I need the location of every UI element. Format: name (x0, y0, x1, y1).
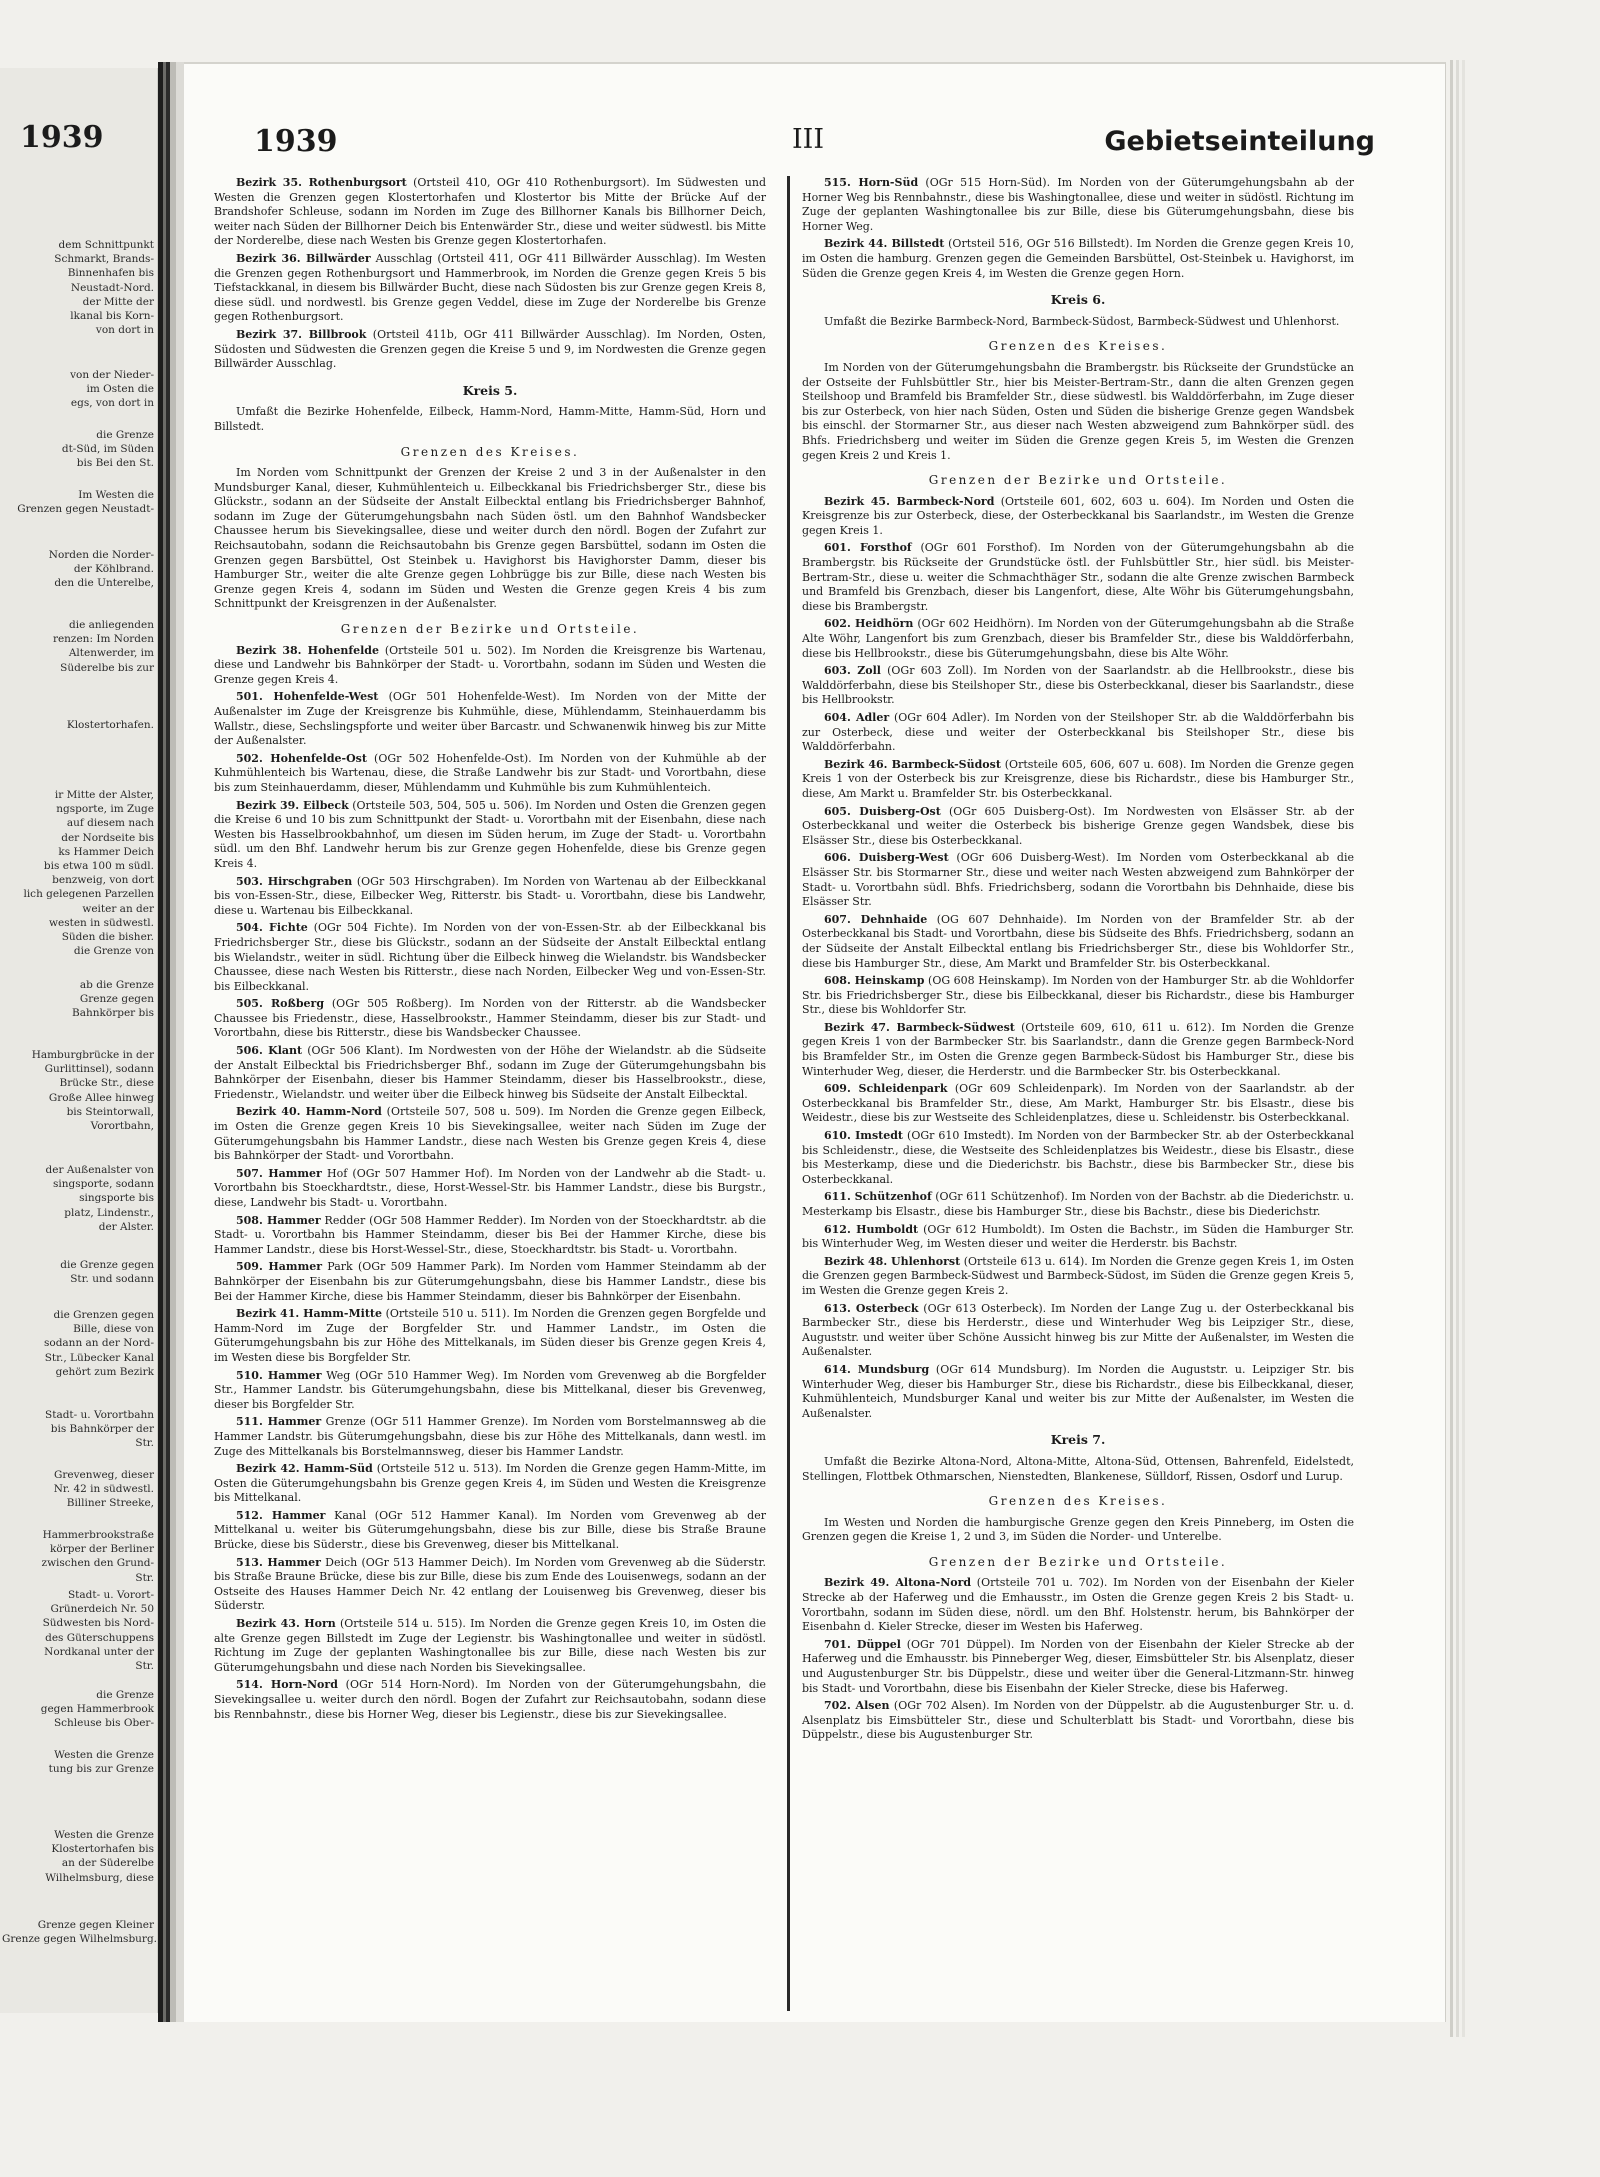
paragraph: 506. Klant (OGr 506 Klant). Im Nordwesten von der Höhe der Wielandstr. ab die Südseite der Anstalt Eilbecktal bis Friedrichsberger Bhf., sodann im Zuge der Güterumgehungsbahn bis Bahnkörper der Eisenbahn, dieser bis Hammer Steindamm, dieser bis Hasselbrookstr., diese, Friedenstr., Wielandstr. und weiter über die Eilbeck hinweg bis Südseite der Anstalt Eilbecktal. (214, 1044, 766, 1101)
entry-name: 502. Hohenfelde-Ost (236, 751, 367, 765)
paragraph: Bezirk 45. Barmbeck-Nord (Ortsteile 601, 602, 603 u. 604). Im Norden und Osten die Kreisgrenze bis zur Osterbeck, diese, der Osterbeckkanal bis Saarlandstr., im Westen die Grenze gegen Kreis 1. (802, 494, 1354, 537)
entry-name: Bezirk 43. Horn (236, 1617, 336, 1631)
paragraph: 607. Dehnhaide (OG 607 Dehnhaide). Im Norden von der Bramfelder Str. ab der Osterbeckkanal bis Stadt- und Vorortbahn, diese bis Südseite des Bhfs. Friedrichsberg, sodann an der Südseite der Anstalt Eilbecktal entlang bis Friedrichsberger Str., diese bis Wohldorfer Str., diese bis Hamburger Str., diese, Am Markt und Bramfelder Str. bis Osterbeckkanal. (802, 912, 1354, 970)
entry-name: 609. Schleidenpark (824, 1082, 948, 1096)
entry-name: 611. Schützenhof (824, 1190, 932, 1204)
section-heading: Kreis 7. (1050, 1432, 1106, 1448)
paragraph: Bezirk 38. Hohenfelde (Ortsteile 501 u. 502). Im Norden die Kreisgrenze bis Wartenau, diese und Landwehr bis Bahnkörper der Stadt- u. Vorortbahn, sodann im Süden und Westen die Grenze gegen Kreis 4. (214, 643, 766, 686)
entry-name: 605. Duisberg-Ost (824, 804, 941, 818)
paragraph: 610. Imstedt (OGr 610 Imstedt). Im Norden von der Barmbecker Str. ab der Osterbeckkanal bis Schleidenstr., diese, die Westseite des Schleidenplatzes bis Weidestr., diese bis Elsastr., diese bis Mesterkamp, diese und die Diederichstr. bis Bachstr., diese bis Barmbecker Str., diese bis Osterbeckkanal. (802, 1129, 1355, 1186)
entry-name: Bezirk 35. Rothenburgsort (236, 176, 407, 189)
paragraph: 702. Alsen (OGr 702 Alsen). Im Norden von der Düppelstr. ab die Augustenburger Str. u. d. Alsenplatz bis Eimsbütteler Str., diese und Schulterblatt bis Stadt- und Vorortbahn, diese bis Düppelstr., diese bis Augustenburger Str. (802, 1699, 1354, 1742)
paragraph: Umfaßt die Bezirke Barmbeck-Nord, Barmbeck-Südost, Barmbeck-Südwest und Uhlenhorst. (824, 314, 1340, 328)
entry-name: 511. Hammer (236, 1415, 322, 1429)
left-page-fragment: die Grenze gegen Str. und sodann (60, 1259, 154, 1286)
entry-name: Bezirk 41. Hamm-Mitte (236, 1307, 382, 1321)
page-year: 1939 (254, 124, 338, 159)
entry-name: Bezirk 38. Hohenfelde (236, 643, 379, 657)
left-page-fragment: Stadt- u. Vorortbahn bis Bahnkörper der Str. (45, 1409, 154, 1450)
paragraph: 501. Hohenfelde-West (OGr 501 Hohenfelde-West). Im Norden von der Mitte der Außenalster im Zuge der Kreisgrenze bis Kuhmühle, diese, Mühlendamm, Steinhauerdamm bis Wallstr., diese, Sechslingspforte und weiter über Barcastr. und Schwanenwik hinweg bis zur Mitte der Außenalster. (214, 690, 766, 748)
entry-name: 606. Duisberg-West (824, 851, 949, 865)
paragraph: 509. Hammer Park (OGr 509 Hammer Park). Im Norden vom Hammer Steindamm ab der Bahnkörper der Eisenbahn bis zur Güterumgehungsbahn, diese bis Hammer Landstr., diese bis Bei der Hammer Kirche, diese bis Hammer Steindamm, dieser bis Bahnkörper der Eisenbahn. (214, 1260, 766, 1303)
paragraph: 511. Hammer Grenze (OGr 511 Hammer Grenze). Im Norden vom Borstelmannsweg ab die Hammer Landstr. bis Güterumgehungsbahn, diese bis zur Höhe des Mittelkanals, dann westl. im Zuge des Mittelkanals bis Borstelmannsweg, dieser bis Hammer Landstr. (214, 1415, 766, 1458)
left-page-fragment: Westen die Grenze tung bis zur Grenze (48, 1749, 154, 1776)
paragraph: Bezirk 39. Eilbeck (Ortsteile 503, 504, 505 u. 506). Im Norden und Osten die Grenzen gegen die Kreise 6 und 10 bis zum Schnittpunkt der Stadt- u. Vorortbahn mit der Eisenbahn, diese nach Westen bis Hasselbrookbahnhof, um diesen im Süden herum, im Zuge der Stadt- u. Vorortbahn südl. um den Bhf. Landwehr herum bis zur Grenze gegen Hohenfelde, diese bis Grenze gegen Kreis 4. (214, 798, 766, 870)
paragraph: 508. Hammer Redder (OGr 508 Hammer Redder). Im Norden von der Stoeckhardtstr. ab die Stadt- u. Vorortbahn bis Hammer Steindamm, dieser bis Bei der Hammer Kirche, diese bis Hammer Landstr., diese bis Horst-Wessel-Str., diese, Stoeckhardtstr. bis Stadt- u. Vorortbahn. (214, 1213, 767, 1256)
entry-name: 603. Zoll (824, 664, 881, 678)
paragraph: Im Norden von der Güterumgehungsbahn die Brambergstr. bis Rückseite der Grundstücke an der Ostseite der Fuhlsbüttler Str., hier bis Meister-Bertram-Str., dann die alten Grenzen gegen Steilshoop und Bramfeld bis Bramfelder Str., diese südwestl. bis Walddörferbahn, im Zuge dieser bis zur Osterbeck, von hier nach Süden, Osten und Süden die bisherige Grenze gegen Wandsbek bis einschl. der Stormarner Str., aus dieser nach Westen abzweigend zum Bahnkörper südl. des Bhfs. Friedrichsberg und weiter im Süden die Grenze gegen Kreis 5, im Westen die Grenzen gegen Kreis 2 und Kreis 1. (802, 360, 1354, 462)
paragraph: Bezirk 36. Billwärder Ausschlag (Ortsteil 411, OGr 411 Billwärder Ausschlag). Im Westen die Grenzen gegen Rothenburgsort und Hammerbrook, im Norden die Grenze gegen Kreis 5 bis Tiefstackkanal, in diesem bis Billwärder Bucht, diese nach Südosten bis zur Grenze gegen Kreis 8, diese südl. und nordwestl. bis Grenze gegen Veddel, diese im Zuge der Norderelbe bis Grenze gegen Rothenburgsort. (214, 251, 766, 324)
paragraph: Bezirk 47. Barmbeck-Südwest (Ortsteile 609, 610, 611 u. 612). Im Norden die Grenze gegen Kreis 1 von der Barmbecker Str. bis Saarlandstr., dann die Grenze gegen Barmbeck-Nord bis Bramfelder Str., im Osten die Grenze gegen Barmbeck-Südost bis Hamburger Str., diese bis Winterhuder Weg, dieser, die Herderstr. und die Barmbecker Str. bis Osterbeckkanal. (802, 1020, 1354, 1078)
paragraph: Bezirk 48. Uhlenhorst (Ortsteile 613 u. 614). Im Norden die Grenze gegen Kreis 1, im Osten die Grenzen gegen Barmbeck-Südwest und Barmbeck-Südost, im Süden die Grenze gegen Kreis 5, im Westen die Grenze gegen Kreis 2. (802, 1254, 1354, 1297)
paragraph: Bezirk 35. Rothenburgsort (Ortsteil 410, OGr 410 Rothenburgsort). Im Südwesten und Westen die Grenzen gegen Klostertorhafen und Klostertor bis Mitte der Brücke Auf der Brandshofer Schleuse, sodann im Norden im Zuge des Billhorner Kanals bis Billhorner Deich, weiter nach Süden der Billhorner Deich bis Entenwärder Str., diese und weiter südwestl. bis Mitte der Norderelbe, diese nach Westen bis Grenze gegen Klostertorhafen. (214, 176, 766, 248)
subsection-heading: Grenzen der Bezirke und Ortsteile. (928, 473, 1228, 488)
subsection-heading: Grenzen des Kreises. (988, 339, 1168, 354)
entry-name: Bezirk 47. Barmbeck-Südwest (824, 1020, 1015, 1034)
entry-name: 505. Roßberg (236, 997, 325, 1011)
entry-name: Bezirk 48. Uhlenhorst (824, 1254, 961, 1268)
paragraph: 601. Forsthof (OGr 601 Forsthof). Im Norden von der Güterumgehungsbahn ab die Brambergstr. bis Rückseite der Grundstücke östl. der Fuhlsbüttler Str., hier südl. bis Meister-Bertram-Str., diese u. weiter die Schmachthäger Str., sodann die alte Grenze zwischen Barmbeck und Bramfeld bis Grenzbach, dieser bis Langenfort, diese, Alte Wöhr bis Güterumgehungsbahn, diese bis Brambergstr. (802, 541, 1354, 613)
left-page-fragment: die Grenze gegen Hammerbrook Schleuse bis Ober- (40, 1689, 154, 1730)
entry-name: 515. Horn-Süd (824, 176, 919, 189)
entry-name: Bezirk 46. Barmbeck-Südost (824, 757, 1001, 771)
page-number: III (792, 124, 824, 155)
paragraph: Bezirk 40. Hamm-Nord (Ortsteile 507, 508 u. 509). Im Norden die Grenze gegen Eilbeck, im Osten die Grenze gegen Kreis 10 bis Sievekingsallee, weiter nach Süden im Zuge der Güterumgehungsbahn bis Hammer Landstr., diese nach Westen bis Grenze gegen Kreis 4, diese bis Bahnkörper der Stadt- und Vorortbahn. (214, 1105, 766, 1163)
paragraph: 603. Zoll (OGr 603 Zoll). Im Norden von der Saarlandstr. ab die Hellbrookstr., diese bis Walddörferbahn, diese bis Steilshoper Str., diese bis Osterbeckkanal, dieser bis Saarlandstr., diese bis Hellbrookstr. (802, 664, 1354, 707)
entry-name: Bezirk 37. Billbrook (236, 327, 367, 341)
entry-name: Bezirk 45. Barmbeck-Nord (824, 494, 995, 508)
paragraph: 606. Duisberg-West (OGr 606 Duisberg-West). Im Norden vom Osterbeckkanal ab die Elsässer Str. bis Stormarner Str., diese und weiter nach Westen abzweigend zum Bahnkörper der Stadt- u. Vorortbahn südl. Bhfs. Friedrichsberg, sodann die Vorortbahn bis Dehnhaide, diese bis Elsässer Str. (802, 851, 1354, 909)
page-edge (1456, 60, 1459, 2037)
left-page-fragment: Stadt- u. Vorort- Grünerdeich Nr. 50 Südwesten bis Nord- des Güterschuppens Nordkanal unter der Str. (42, 1589, 154, 1673)
book-binding (158, 62, 184, 2022)
paragraph: 613. Osterbeck (OGr 613 Osterbeck). Im Norden der Lange Zug u. der Osterbeckkanal bis Barmbecker Str., diese bis Herderstr., diese und Winterhuder Weg bis Leipziger Str., diese, Auguststr. und weiter über Schöne Aussicht hinweg bis zur Mitte der Außenalster, im Westen die Außenalster. (802, 1301, 1355, 1359)
page-title: Gebietseinteilung (1104, 126, 1375, 157)
paragraph: 505. Roßberg (OGr 505 Roßberg). Im Norden von der Ritterstr. ab die Wandsbecker Chaussee bis Friedenstr., diese, Hasselbrookstr., Hammer Steindamm, dieser bis zur Stadt- und Vorortbahn, diese bis Ritterstr., diese bis Wandsbecker Chaussee. (214, 997, 766, 1040)
entry-name: 503. Hirschgraben (236, 874, 353, 888)
paragraph: Bezirk 43. Horn (Ortsteile 514 u. 515). Im Norden die Grenze gegen Kreis 10, im Osten die alte Grenze gegen Billstedt im Zuge der Legienstr. bis Washingtonallee und weiter in südöstl. Richtung im Zuge der geplanten Washingtonallee bis zur Bille, diese nach Westen bis zur Güterumgehungsbahn und diese nach Norden bis Sievekingsallee. (214, 1617, 766, 1674)
entry-name: 506. Klant (236, 1044, 303, 1058)
entry-name: 610. Imstedt (824, 1129, 903, 1143)
paragraph: 611. Schützenhof (OGr 611 Schützenhof). Im Norden von der Bachstr. ab die Diederichstr. u. Mesterkamp bis Elsastr., diese bis Hamburger Str., diese bis Bachstr., diese bis Diederichstr. (802, 1190, 1354, 1218)
left-page-fragment: die anliegenden renzen: Im Norden Altenwerder, im Süderelbe bis zur (52, 619, 154, 674)
paragraph: Bezirk 41. Hamm-Mitte (Ortsteile 510 u. 511). Im Norden die Grenzen gegen Borgfelde und Hamm-Nord im Zuge der Borgfelder Str. und Hammer Landstr., im Osten die Güterumgehungsbahn bis zur Höhe des Mittelkanals, im Süden dieser bis Grenze gegen Kreis 4, im Westen diese bis Borgfelder Str. (214, 1307, 766, 1364)
entry-name: Bezirk 49. Altona-Nord (824, 1576, 972, 1590)
left-page-fragment: Hammerbrookstraße körper der Berliner zwischen den Grund- Str. (41, 1529, 154, 1584)
entry-name: Bezirk 36. Billwärder (236, 251, 371, 265)
entry-name: 612. Humboldt (824, 1222, 919, 1236)
entry-name: 613. Osterbeck (824, 1301, 919, 1315)
entry-name: 514. Horn-Nord (236, 1678, 338, 1692)
left-page-fragment: die Grenzen gegen Bille, diese von sodann an der Nord- Str., Lübecker Kanal gehört zum Bezirk (43, 1309, 154, 1378)
page (184, 62, 1446, 2022)
subsection-heading: Grenzen der Bezirke und Ortsteile. (340, 622, 640, 637)
paragraph: 503. Hirschgraben (OGr 503 Hirschgraben). Im Norden von Wartenau ab der Eilbeckkanal bis von-Essen-Str., diese, Eilbecker Weg, Ritterstr. bis Stadt- u. Vorortbahn, diese bis Landwehr, diese u. Wartenau bis Eilbeckkanal. (214, 874, 766, 917)
left-page-fragment: Im Westen die Grenzen gegen Neustadt- (17, 489, 154, 516)
entry-name: 601. Forsthof (824, 541, 912, 555)
entry-name: 608. Heinskamp (824, 974, 925, 988)
entry-name: 614. Mundsburg (824, 1362, 930, 1376)
entry-name: 509. Hammer (236, 1260, 322, 1274)
entry-name: Bezirk 39. Eilbeck (236, 798, 349, 812)
entry-name: 510. Hammer (236, 1368, 322, 1382)
left-page-fragment: ab die Grenze Grenze gegen Bahnkörper bis (72, 979, 154, 1020)
left-page-fragment: Grenze gegen Kleiner Grenze gegen Wilhelmsburg. (2, 1919, 158, 1946)
left-page-strip (0, 68, 158, 2013)
entry-name: 512. Hammer (236, 1508, 326, 1522)
entry-name: 513. Hammer (236, 1555, 321, 1569)
entry-name: 504. Fichte (236, 921, 308, 935)
left-page-fragment: Grevenweg, dieser Nr. 42 in südwestl. Billiner Streeke, (53, 1469, 154, 1510)
entry-name: Bezirk 42. Hamm-Süd (236, 1462, 373, 1476)
paragraph: 602. Heidhörn (OGr 602 Heidhörn). Im Norden von der Güterumgehungsbahn ab die Straße Alte Wöhr, Langenfort bis zum Grenzbach, dieser bis Bramfelder Str., diese bis Walddörferbahn, diese bis Hellbrookstr., diese bis Güterumgehungsbahn, diese bis Alte Wöhr. (802, 617, 1354, 660)
paragraph: Bezirk 37. Billbrook (Ortsteil 411b, OGr 411 Billwärder Ausschlag). Im Norden, Osten, Südosten und Südwesten die Grenzen gegen die Kreise 5 und 9, im Nordwesten die Grenze gegen Billwärder Ausschlag. (214, 327, 766, 371)
paragraph: 512. Hammer Kanal (OGr 512 Hammer Kanal). Im Norden vom Grevenweg ab der Mittelkanal u. weiter bis Güterumgehungsbahn, diese bis zur Bille, diese bis Straße Braune Brücke, diese bis Süderstr., diese bis Grevenweg, dieser bis Mittelkanal. (214, 1508, 766, 1552)
paragraph: 614. Mundsburg (OGr 614 Mundsburg). Im Norden die Auguststr. u. Leipziger Str. bis Winterhuder Weg, dieser bis Hamburger Str., diese bis Richardstr., diese bis Eilbeckkanal, dieser, Kuhmühlenteich, Mundsburger Kanal und weiter bis zur Mitte der Außenalster, im Westen die Außenalster. (802, 1362, 1354, 1420)
paragraph: 605. Duisberg-Ost (OGr 605 Duisberg-Ost). Im Nordwesten von Elsässer Str. ab der Osterbeckkanal und weiter die Osterbeck bis bisherige Grenze gegen Wandsbek, diese bis Elsässer Str., diese bis Osterbeckkanal. (802, 804, 1354, 847)
text-column-left (214, 176, 766, 1725)
left-page-fragment: Klostertorhafen. (66, 719, 154, 731)
paragraph: 515. Horn-Süd (OGr 515 Horn-Süd). Im Norden von der Güterumgehungsbahn ab der Horner Weg bis Rennbahnstr., diese bis Washingtonallee, diese und weiter in südöstl. Richtung im Zuge der geplanten Washingtonallee bis zur Bille, diese bis Güterumgehungsbahn, diese bis Horner Weg. (802, 176, 1355, 233)
paragraph: 612. Humboldt (OGr 612 Humboldt). Im Osten die Bachstr., im Süden die Hamburger Str. bis Winterhuder Weg, im Westen dieser und weiter die Herderstr. bis Bachstr. (802, 1222, 1355, 1251)
paragraph: Umfaßt die Bezirke Altona-Nord, Altona-Mitte, Altona-Süd, Ottensen, Bahrenfeld, Eidelstedt, Stellingen, Flottbek Othmarschen, Nienstedten, Blankenese, Sülldorf, Rissen, Osdorf und Lurup. (802, 1454, 1354, 1483)
left-page-fragment: Hamburgbrücke in der Gurlittinsel), sodann Brücke Str., diese Große Allee hinweg bis Steintorwall, Vorortbahn, (31, 1049, 154, 1133)
left-page-fragment: der Außenalster von singsporte, sodann singsporte bis platz, Lindenstr., der Alster. (45, 1164, 154, 1233)
entry-name: 501. Hohenfelde-West (236, 690, 379, 704)
entry-name: 507. Hammer (236, 1166, 322, 1180)
paragraph: Umfaßt die Bezirke Hohenfelde, Eilbeck, Hamm-Nord, Hamm-Mitte, Hamm-Süd, Horn und Billstedt. (214, 405, 766, 433)
paragraph: 604. Adler (OGr 604 Adler). Im Norden von der Steilshoper Str. ab die Walddörferbahn bis zur Osterbeck, diese und weiter der Osterbeckkanal bis Steilshoper Str., diese bis Walddörferbahn. (802, 711, 1354, 754)
paragraph: 507. Hammer Hof (OGr 507 Hammer Hof). Im Norden von der Landwehr ab die Stadt- u. Vorortbahn bis Stoeckhardtstr., diese, Horst-Wessel-Str. bis Hammer Landstr., diese bis Burgstr., diese, Landwehr bis Stadt- u. Vorortbahn. (214, 1166, 767, 1209)
section-heading: Kreis 6. (1050, 292, 1106, 308)
paragraph: 609. Schleidenpark (OGr 609 Schleidenpark). Im Norden von der Saarlandstr. ab der Osterbeckkanal bis Bramfelder Str., diese, Am Markt, Hamburger Str. bis Elsastr., diese bis Weidestr., diese bis zur Westseite des Schleidenplatzes, diese u. Schleidenstr. bis Osterbeckkanal. (802, 1082, 1355, 1125)
left-page-fragment: von der Nieder- im Osten die egs, von dort in (70, 369, 154, 410)
paragraph: 513. Hammer Deich (OGr 513 Hammer Deich). Im Norden vom Grevenweg ab die Süderstr. bis Straße Braune Brücke, diese bis zur Bille, diese bis zum Ende des Louisenwegs, sodann an der Ostseite des Hauses Hammer Deich Nr. 42 entlang der Louisenweg bis Grevenweg, dieser bis Süderstr. (214, 1555, 766, 1613)
left-page-year: 1939 (20, 120, 104, 155)
left-page-fragment: die Grenze dt-Süd, im Süden bis Bei den St. (61, 429, 154, 470)
paragraph: 608. Heinskamp (OG 608 Heinskamp). Im Norden von der Hamburger Str. ab die Wohldorfer Str. bis Friedrichsberger Str., diese bis Eilbeckkanal, dieser bis Richardstr., diese bis Hamburger Str., diese bis Wohldorfer Str. (802, 974, 1354, 1017)
paragraph: Im Westen und Norden die hamburgische Grenze gegen den Kreis Pinneberg, im Osten die Grenzen gegen die Kreise 1, 2 und 3, im Süden die Norder- und Unterelbe. (802, 1515, 1354, 1544)
entry-name: 702. Alsen (824, 1699, 890, 1713)
paragraph: 504. Fichte (OGr 504 Fichte). Im Norden von der von-Essen-Str. ab der Eilbeckkanal bis Friedrichsberger Str., diese bis Glückstr., sodann an der Südseite der Anstalt Eilbecktal entlang bis Wielandstr., weiter in südl. Richtung über die Eilbeck hinweg die Wielandstr. bis Wandsbecker Chaussee, diese nach Westen bis Ritterstr., diese nach Norden, Eilbecker Weg und von-Essen-Str. bis Eilbeckkanal. (214, 921, 766, 993)
entry-name: 604. Adler (824, 711, 890, 724)
entry-name: Bezirk 44. Billstedt (824, 237, 945, 251)
paragraph: Bezirk 49. Altona-Nord (Ortsteile 701 u. 702). Im Norden von der Eisenbahn der Kieler Strecke ab der Haferweg und die Emhausstr., im Osten die Grenze gegen Kreis 2 bis Stadt- u. Vorortbahn, sodann im Süden diese, nördl. um den Bhf. Holstenstr. herum, bis Bahnkörper der Eisenbahn d. Kieler Strecke, dieser im Westen bis Haferweg. (802, 1576, 1354, 1634)
paragraph: 510. Hammer Weg (OGr 510 Hammer Weg). Im Norden vom Grevenweg ab die Borgfelder Str., Hammer Landstr. bis Güterumgehungsbahn, diese bis Mittelkanal, dieser bis Grevenweg, dieser bis Borgfelder Str. (214, 1368, 766, 1411)
entry-name: 607. Dehnhaide (824, 912, 928, 926)
entry-name: 508. Hammer (236, 1213, 321, 1227)
entry-name: 701. Düppel (824, 1637, 901, 1651)
paragraph: 502. Hohenfelde-Ost (OGr 502 Hohenfelde-Ost). Im Norden von der Kuhmühle ab der Kuhmühlenteich bis Wartenau, diese, die Straße Landwehr bis zur Stadt- und Vorortbahn, diese bis zum Steinhauerdamm, dieser, Mühlendamm und Kuhmühle bis zum Kuhmühlenteich. (214, 751, 766, 794)
page-edge (1450, 60, 1453, 2037)
subsection-heading: Grenzen der Bezirke und Ortsteile. (928, 1554, 1228, 1569)
column-divider (787, 176, 790, 2011)
left-page-fragment: ir Mitte der Alster, ngsporte, im Zuge auf diesem nach der Nordseite bis ks Hammer Deich bis etwa 100 m südl. benzweig, von dort lich gelegenen Parzellen weiter an der westen in südwestl. Süden die bisher. die Grenze von (23, 789, 154, 958)
paragraph: 701. Düppel (OGr 701 Düppel). Im Norden von der Eisenbahn der Kieler Strecke ab der Haferweg und die Emhausstr. bis Pinneberger Weg, dieser, Eimsbütteler Str. bis Alsenplatz, dieser und Augustenburger Str. bis Düppelstr., diese und weiter über die General-Litzmann-Str. hinweg bis Stadt- und Vorortbahn, diese bis Eisenbahn der Kieler Strecke, diese bis Haferweg. (802, 1637, 1355, 1695)
paragraph: Bezirk 42. Hamm-Süd (Ortsteile 512 u. 513). Im Norden die Grenze gegen Hamm-Mitte, im Osten die Güterumgehungsbahn bis Grenze gegen Kreis 4, im Süden und Westen die Kreisgrenze bis Mittelkanal. (214, 1462, 766, 1505)
paragraph: Bezirk 44. Billstedt (Ortsteil 516, OGr 516 Billstedt). Im Norden die Grenze gegen Kreis 10, im Osten die hamburg. Grenzen gegen die Gemeinden Barsbüttel, Ost-Steinbek u. Havighorst, im Süden die Grenze gegen Kreis 4, im Westen die Grenze gegen Horn. (802, 237, 1354, 280)
page-edge (1462, 60, 1465, 2037)
left-page-fragment: Westen die Grenze Klostertorhafen bis an der Süderelbe Wilhelmsburg, diese (45, 1829, 154, 1884)
left-page-fragment: Norden die Norder- der Köhlbrand. den die Unterelbe, (48, 549, 154, 590)
left-page-fragment: dem Schnittpunkt Schmarkt, Brands- Binnenhafen bis Neustadt-Nord. der Mitte der lkanal bis Korn- von dort in (54, 239, 154, 337)
subsection-heading: Grenzen des Kreises. (988, 1494, 1168, 1509)
paragraph: Im Norden vom Schnittpunkt der Grenzen der Kreise 2 und 3 in der Außenalster in den Mundsburger Kanal, dieser, Kuhmühlenteich u. Eilbeckkanal bis Friedrichsberger Str., diese bis Glückstr., sodann an der Südseite der Anstalt Eilbecktal entlang bis Friedrichsberger Bahnhof, sodann im Zuge der Güterumgehungsbahn nach Süden östl. um den Bahnhof Wandsbecker Chaussee herum bis Sievekingsallee, diese und weiter durch den nördl. Bogen der Zufahrt zur Reichsautobahn, sodann die Reichsautobahn bis Grenze gegen Barsbüttel, sodann im Osten die Grenzen gegen Barsbüttel, Ost Steinbek u. Havighorst bis Havighorster Damm, dieser bis Hamburger Str., weiter die alte Grenze gegen Lohbrügge bis zur Bille, diese nach Westen bis Grenze gegen Kreis 4, sodann im Süden und Westen die Grenze gegen Kreis 4 bis zum Schnittpunkt der Kreisgrenzen in der Außenalster. (214, 466, 766, 611)
section-heading: Kreis 5. (462, 382, 518, 398)
paragraph: 514. Horn-Nord (OGr 514 Horn-Nord). Im Norden von der Güterumgehungsbahn, die Sievekingsallee u. weiter durch den nördl. Bogen der Zufahrt zur Reichsautobahn, sodann diese bis Rennbahnstr., diese bis Horner Weg, dieser bis Legienstr., diese bis zur Sievekingsallee. (214, 1678, 766, 1721)
subsection-heading: Grenzen des Kreises. (400, 444, 580, 459)
entry-name: Bezirk 40. Hamm-Nord (236, 1105, 382, 1119)
text-column-right (802, 176, 1354, 1746)
entry-name: 602. Heidhörn (824, 617, 914, 631)
paragraph: Bezirk 46. Barmbeck-Südost (Ortsteile 605, 606, 607 u. 608). Im Norden die Grenze gegen Kreis 1 von der Osterbeck bis zur Kreisgrenze, diese bis Richardstr., diese bis Hamburger Str., diese, Am Markt u. Bramfelder Str. bis Osterbeckkanal. (802, 757, 1354, 800)
